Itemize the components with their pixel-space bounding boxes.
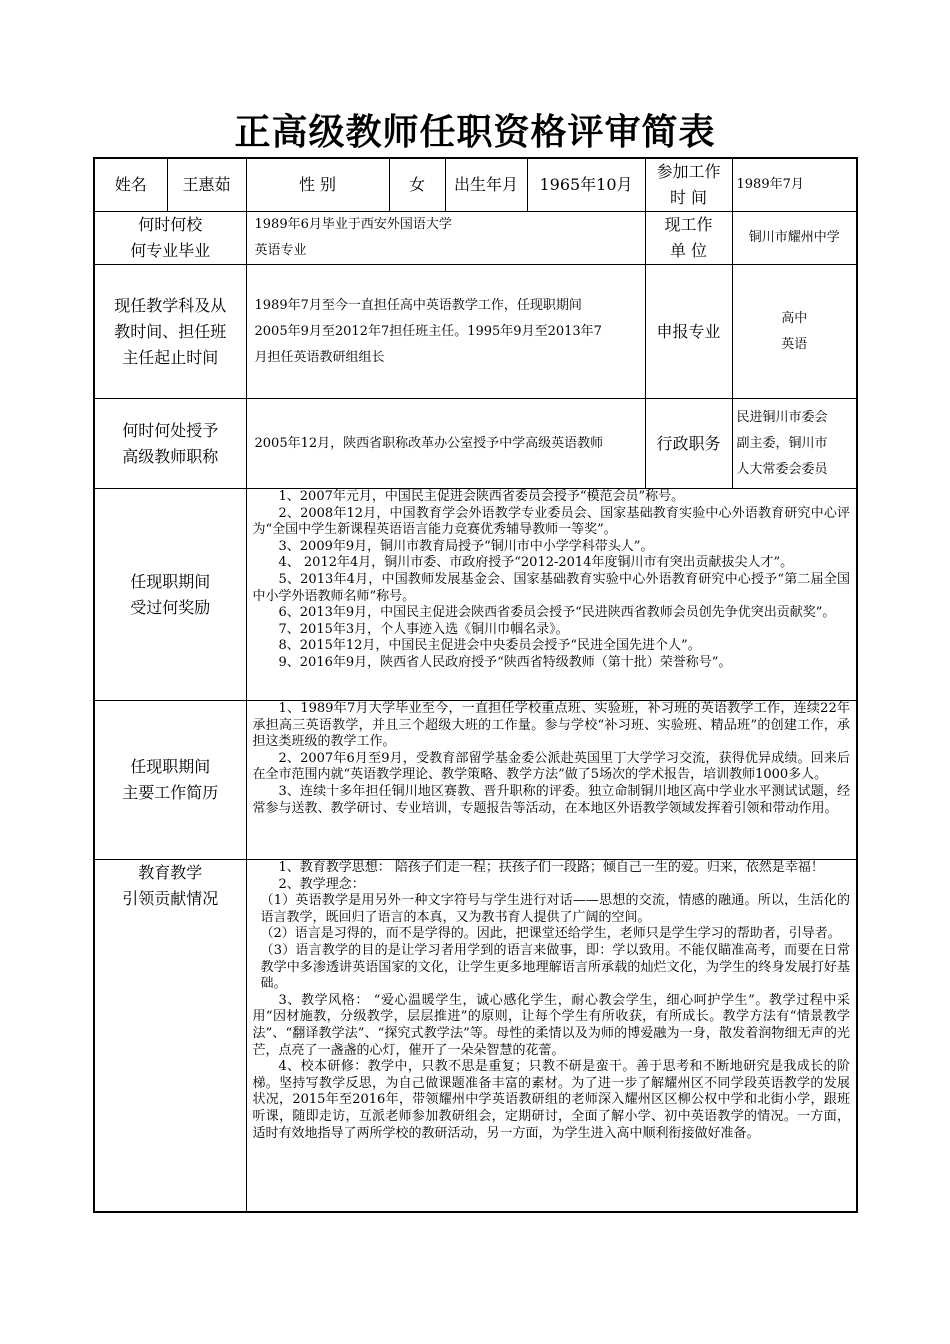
- admin-post-line1: 民进铜川市委会: [736, 409, 828, 425]
- admin-post-value: [732, 399, 857, 489]
- work-history-label-line1: 任现职期间: [130, 757, 211, 776]
- admin-post-line3: 人大常委会委员: [736, 461, 828, 477]
- awards-label-line2: 受过何奖励: [130, 597, 211, 617]
- work-unit-value: 铜川市耀州中学: [732, 212, 857, 265]
- gender-label: 性 别: [246, 158, 389, 212]
- work-start-label-line2: 时 间: [669, 188, 708, 207]
- work-item: 2、2007年6月至9月，受教育部留学基金委公派赴英国里丁大学学习交流，获得优异成绩。回来后在全市范围内就“英语教学理论、教学策略、教学方法”做了5场次的学术报告，培训教师1000多人。: [252, 750, 850, 783]
- work-history-content: [246, 701, 857, 860]
- awards-content: [246, 489, 857, 701]
- award-item: 6、2013年9月，中国民主促进会陕西省委员会授予“民进陕西省教师会员创先争优突出贡献奖”。: [278, 605, 836, 621]
- admin-post-line2: 副主委，铜川市: [736, 435, 828, 451]
- graduation-label: [94, 212, 246, 265]
- work-start-label-line1: 参加工作: [656, 162, 721, 181]
- contribution-research: 4、校本研修：教学中，只教不思是重复；只教不研是蛮干。善于思考和不断地研究是我成长的阶梯。坚持写教学反思，为自己做课题准备丰富的素材。为了进一步了解耀州区不同学段英语教学的发展状况，2015年至2016年，带领耀州中学英语教研组的老师深入耀州区区柳公权中学和北街小学，跟班听课，随即走访，互派老师参加教研组会，定期研讨，全面了解小学、初中英语教学的情况。一方面，适时有效地指导了两所学校的教研活动，另一方面，为学生进入高中顺利衔接做好准备。: [252, 1059, 850, 1141]
- work-unit-label: [645, 212, 732, 265]
- work-start-value: 1989年7月: [732, 158, 857, 212]
- senior-title-label: [94, 399, 246, 489]
- senior-title-label-line2: 高级教师职称: [122, 446, 219, 466]
- work-item: 3、连续十多年担任铜川地区赛教、晋升职称的评委。独立命制铜川地区高中学业水平测试试题，经常参与送教、教学研讨、专业培训，专题报告等活动，在本地区外语教学领域发挥着引领和带动作用。: [252, 783, 850, 816]
- contribution-philosophy-heading: 2、教学理念：: [278, 876, 365, 892]
- graduation-school: 1989年6月毕业于西安外国语大学: [254, 217, 452, 232]
- work-history-label-line2: 主要工作简历: [122, 783, 219, 802]
- senior-title-value: 2005年12月，陕西省职称改革办公室授予中学高级英语教师: [246, 399, 645, 489]
- birth-label: 出生年月: [445, 158, 527, 212]
- page-title: 正高级教师任职资格评审简表: [234, 111, 716, 153]
- evaluation-form-table: [93, 157, 858, 1213]
- contribution-label-line1: 教育教学: [138, 863, 203, 882]
- teaching-time-line1: 1989年7月至今一直担任高中英语教学工作，任现职期间: [254, 297, 582, 313]
- teaching-time-label: [94, 265, 246, 399]
- senior-title-label-line1: 何时何处授予: [122, 420, 219, 440]
- award-item: 5、2013年4月，中国教师发展基金会、国家基础教育实验中心外语教育研究中心授予“第二届全国中小学外语教师名师”称号。: [252, 571, 850, 604]
- teaching-time-label-line1: 现任教学科及从: [114, 295, 227, 315]
- contribution-philosophy-1: （1）英语教学是用另外一种文字符号与学生进行对话——思想的交流，情感的融通。所以，生活化的语言教学，既回归了语言的本真，又为教书育人提供了广阔的空间。: [260, 893, 850, 925]
- gender-value: 女: [389, 158, 445, 212]
- teaching-time-line2: 2005年9月至2012年7担任班主任。1995年9月至2013年7: [254, 323, 602, 339]
- work-history-label: [94, 701, 246, 860]
- work-start-label: [645, 158, 732, 212]
- award-item: 2、2008年12月，中国教育学会外语教学专业委员会、国家基础教育实验中心外语教育研究中心评为“全国中学生新课程英语语言能力竞赛优秀辅导教师一等奖”。: [252, 505, 850, 538]
- award-item: 3、2009年9月，铜川市教育局授予“铜川市中小学学科带头人”。: [278, 538, 654, 554]
- contribution-philosophy-3: （3）语言教学的目的是让学习者用学到的语言来做事，即：学以致用。不能仅瞄准高考，而要在日常教学中多渗透讲英语国家的文化，让学生更多地理解语言所承载的灿烂文化，为学生的终身发展打好基础。: [260, 942, 850, 992]
- major-value-line1: 高中: [781, 310, 808, 326]
- major-value-line2: 英语: [781, 336, 808, 352]
- awards-label: [94, 489, 246, 701]
- name-label: 姓名: [94, 158, 167, 212]
- major-label: 申报专业: [645, 265, 732, 399]
- award-item: 9、2016年9月，陕西省人民政府授予“陕西省特级教师（第十批）荣誉称号”。: [278, 654, 732, 670]
- teaching-time-label-line3: 主任起止时间: [122, 347, 219, 367]
- graduation-label-line1: 何时何校: [138, 215, 203, 234]
- contribution-thought: 1、教育教学思想： 陪孩子们走一程；扶孩子们一段路；倾自己一生的爱。归来，依然是幸福！: [278, 860, 824, 875]
- graduation-label-line2: 何专业毕业: [130, 241, 211, 260]
- award-item: 4、 2012年4月，铜川市委、市政府授予“2012-2014年度铜川市有突出贡献拔尖人才”。: [278, 555, 794, 571]
- graduation-major: 英语专业: [254, 243, 307, 258]
- contribution-label: [94, 860, 246, 1212]
- teaching-time-label-line2: 教时间、担任班: [114, 321, 227, 341]
- birth-value: 1965年10月: [527, 158, 645, 212]
- award-item: 8、2015年12月，中国民主促进会中央委员会授予“民进全国先进个人”。: [278, 638, 701, 654]
- admin-post-label: 行政职务: [645, 399, 732, 489]
- award-item: 1、2007年元月，中国民主促进会陕西省委员会授予“模范会员”称号。: [278, 489, 685, 504]
- teaching-time-line3: 月担任英语教研组组长: [254, 349, 385, 365]
- work-unit-label-line2: 单 位: [669, 241, 708, 260]
- graduation-value: [246, 212, 645, 265]
- contribution-content: [246, 860, 857, 1212]
- major-value: [732, 265, 857, 399]
- contribution-label-line2: 引领贡献情况: [122, 889, 219, 908]
- award-item: 7、2015年3月，个人事迹入选《铜川巾帼名录》。: [278, 621, 569, 637]
- work-unit-label-line1: 现工作: [664, 215, 713, 234]
- teaching-time-value: [246, 265, 645, 399]
- name-value: 王惠茹: [167, 158, 246, 212]
- contribution-philosophy-2: （2）语言是习得的，而不是学得的。因此，把课堂还给学生，老师只是学生学习的帮助者，引导者。: [260, 926, 841, 942]
- contribution-style: 3、教学风格： “爱心温暖学生，诚心感化学生，耐心教会学生，细心呵护学生”。教学过程中采用“因材施教，分级教学，层层推进”的原则，让每个学生有所收获，有所成长。教学方法有“情景教学法”、“翻译教学法”、“探究式教学法”等。母性的柔情以及为师的博爱融为一身，散发着润物细无声的光芒，点亮了一盏盏的心灯，催开了一朵朵智慧的花蕾。: [252, 992, 850, 1058]
- work-item: 1、1989年7月大学毕业至今，一直担任学校重点班、实验班，补习班的英语教学工作，连续22年承担高三英语教学，并且三个超级大班的工作量。参与学校“补习班、实验班、精品班”的创建工作，承担这类班级的教学工作。: [252, 701, 850, 750]
- awards-label-line1: 任现职期间: [130, 571, 211, 591]
